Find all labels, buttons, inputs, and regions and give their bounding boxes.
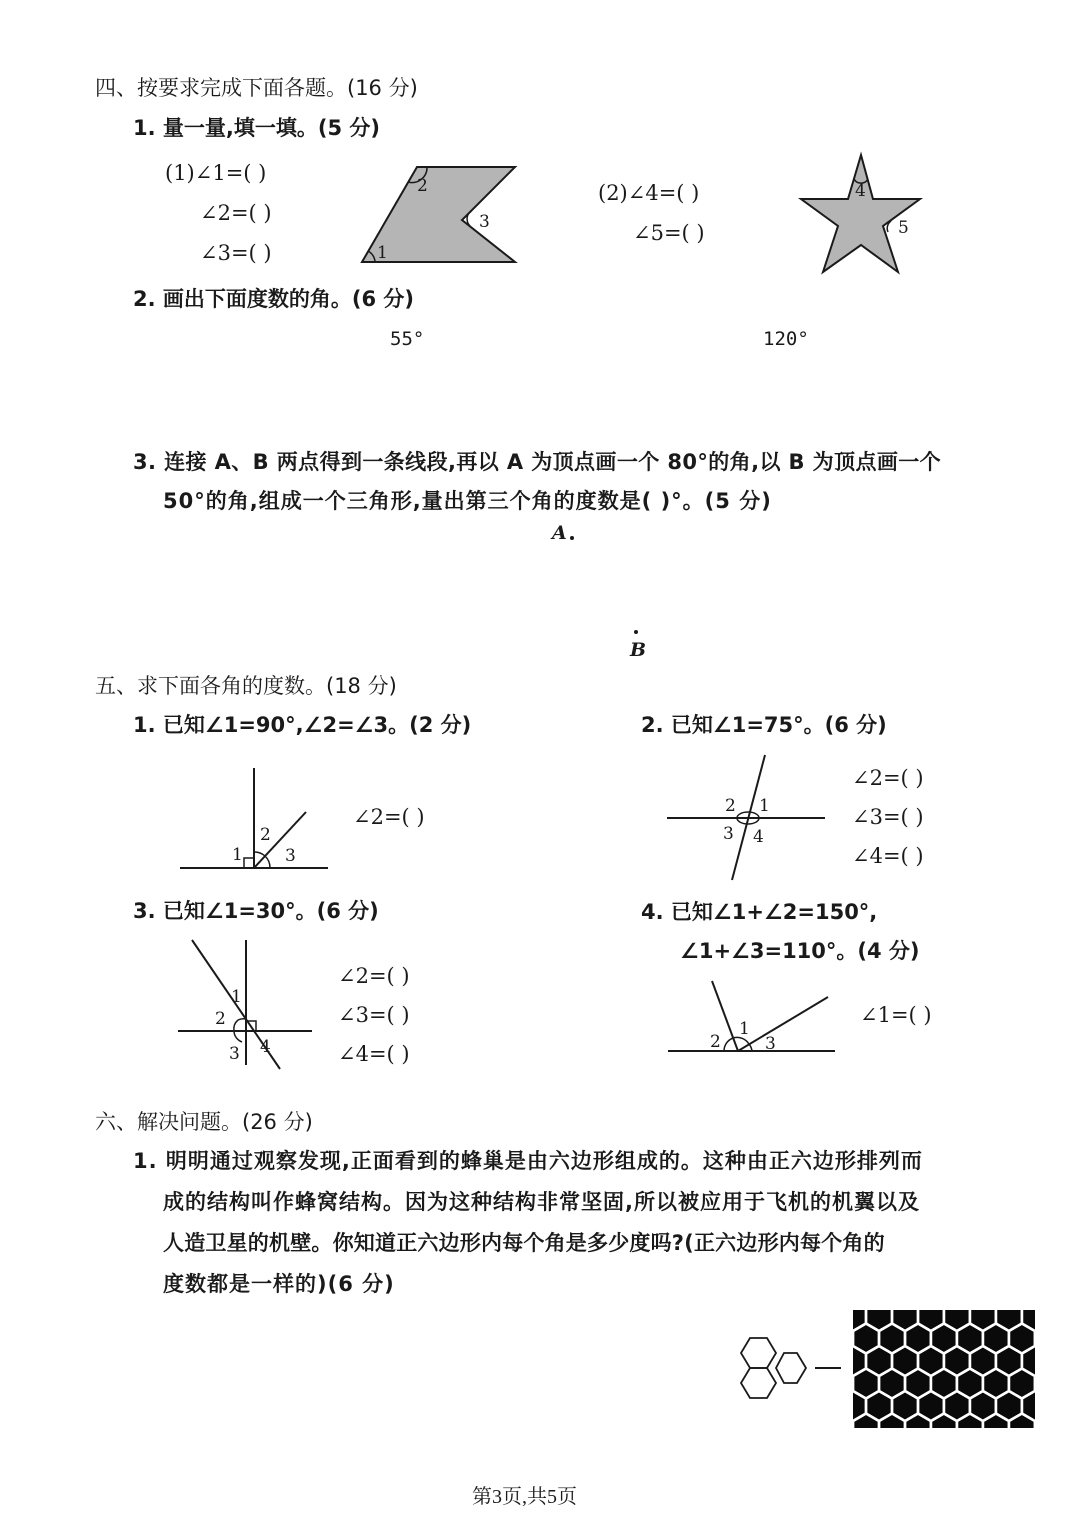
honeycomb-cell	[1035, 1324, 1061, 1354]
q5-1-answer-2: ∠2=( )	[353, 805, 425, 829]
honeycomb-cell	[1035, 1414, 1061, 1444]
honeycomb-cell	[827, 1279, 853, 1309]
q5-2-label-2: 2	[725, 796, 736, 816]
q5-2-answer-2: ∠2=( )	[852, 766, 924, 790]
point-b-label: B	[630, 639, 647, 661]
label-3: 3	[479, 212, 490, 232]
q5-3-label-2: 2	[215, 1009, 226, 1029]
question-5-4-title-line1: 4. 已知∠1+∠2=150°,	[641, 900, 878, 924]
honeycomb-cell	[840, 1436, 866, 1466]
honeycomb-cell	[1061, 1324, 1080, 1354]
honeycomb-cell	[1022, 1436, 1048, 1466]
label-5: 5	[898, 218, 909, 238]
q5-2-label-1: 1	[759, 796, 770, 816]
q5-1-label-2: 2	[260, 825, 271, 845]
honeycomb-cell	[1048, 1346, 1074, 1376]
hexagon-diagram	[733, 1335, 843, 1410]
q5-3-answer-4: ∠4=( )	[338, 1042, 410, 1066]
point-a-label: A	[552, 522, 567, 544]
q5-4-angle-figure	[665, 975, 840, 1060]
q5-2-answer-4: ∠4=( )	[852, 844, 924, 868]
answer-angle-4: (2)∠4=( )	[598, 181, 700, 205]
q5-1-label-3: 3	[285, 846, 296, 866]
section-4-title: 四、按要求完成下面各题。(16 分)	[95, 76, 418, 100]
answer-angle-1: (1)∠1=( )	[165, 161, 267, 185]
honeycomb-photo	[853, 1310, 1035, 1428]
question-4-3-line1: 3. 连接 A、B 两点得到一条线段,再以 A 为顶点画一个 80°的角,以 B 为顶点画一个	[133, 450, 942, 474]
honeycomb-cell	[957, 1279, 983, 1309]
question-6-1-line3: 人造卫星的机壁。你知道正六边形内每个角是多少度吗?(正六边形内每个角的	[163, 1231, 885, 1255]
q5-4-label-3: 3	[765, 1034, 776, 1054]
honeycomb-cell	[918, 1436, 944, 1466]
answer-angle-2: ∠2=( )	[200, 201, 272, 225]
q5-4-label-2: 2	[710, 1032, 721, 1052]
label-4: 4	[855, 181, 866, 201]
q5-4-answer-1: ∠1=( )	[860, 1003, 932, 1027]
page-number-footer: 第3页,共5页	[472, 1486, 577, 1508]
honeycomb-cell	[827, 1414, 853, 1444]
q5-1-angle-figure	[175, 765, 335, 875]
question-6-1-line1: 1. 明明通过观察发现,正面看到的蜂巢是由六边形组成的。这种由正六边形排列而	[133, 1149, 923, 1173]
q5-3-answer-3: ∠3=( )	[338, 1003, 410, 1027]
question-5-4-title-line2: ∠1+∠3=110°。(4 分)	[680, 939, 920, 963]
label-2: 2	[417, 176, 428, 196]
q5-1-label-1: 1	[232, 845, 243, 865]
honeycomb-cell	[1048, 1391, 1074, 1421]
answer-angle-5: ∠5=( )	[633, 221, 705, 245]
honeycomb-cell	[866, 1436, 892, 1466]
q5-3-answer-2: ∠2=( )	[338, 964, 410, 988]
q5-2-intersecting-lines	[665, 750, 830, 885]
question-6-1-line4: 度数都是一样的)(6 分)	[163, 1272, 395, 1296]
honeycomb-cell	[1048, 1436, 1074, 1466]
degree-120: 120°	[763, 328, 809, 350]
honeycomb-cell	[1035, 1369, 1061, 1399]
honeycomb-cell	[944, 1436, 970, 1466]
star-figure	[798, 152, 928, 277]
question-4-3-line2: 50°的角,组成一个三角形,量出第三个角的度数是( )°。(5 分)	[163, 489, 772, 513]
question-6-1-line2: 成的结构叫作蜂窝结构。因为这种结构非常坚固,所以被应用于飞机的机翼以及	[163, 1190, 920, 1214]
honeycomb-cell	[1061, 1279, 1080, 1309]
honeycomb-cell	[879, 1279, 905, 1309]
question-4-2-title: 2. 画出下面度数的角。(6 分)	[133, 287, 415, 311]
question-4-1-title: 1. 量一量,填一填。(5 分)	[133, 116, 380, 140]
honeycomb-cell	[1061, 1369, 1080, 1399]
degree-55: 55°	[390, 328, 425, 350]
honeycomb-cell	[1061, 1414, 1080, 1444]
q5-2-answer-3: ∠3=( )	[852, 805, 924, 829]
honeycomb-cell	[892, 1436, 918, 1466]
q5-3-label-4: 4	[260, 1037, 271, 1057]
section-6-title: 六、解决问题。(26 分)	[95, 1110, 313, 1134]
q5-2-label-4: 4	[753, 827, 764, 847]
q5-2-label-3: 3	[723, 824, 734, 844]
honeycomb-cell	[905, 1279, 931, 1309]
honeycomb-cell	[853, 1279, 879, 1309]
point-a	[570, 536, 574, 540]
honeycomb-cell	[814, 1436, 840, 1466]
q5-3-label-3: 3	[229, 1044, 240, 1064]
honeycomb-cell	[1048, 1301, 1074, 1331]
honeycomb-cell	[814, 1301, 840, 1331]
q5-4-label-1: 1	[739, 1019, 750, 1039]
question-5-3-title: 3. 已知∠1=30°。(6 分)	[133, 899, 379, 923]
point-b	[634, 630, 638, 634]
answer-angle-3: ∠3=( )	[200, 241, 272, 265]
parallelogram-figure	[355, 160, 530, 268]
honeycomb-cell	[970, 1436, 996, 1466]
honeycomb-cell	[1035, 1279, 1061, 1309]
question-5-2-title: 2. 已知∠1=75°。(6 分)	[641, 713, 887, 737]
question-5-1-title: 1. 已知∠1=90°,∠2=∠3。(2 分)	[133, 713, 472, 737]
q5-3-label-1: 1	[231, 987, 242, 1007]
honeycomb-cell	[931, 1279, 957, 1309]
honeycomb-cell	[996, 1436, 1022, 1466]
honeycomb-cell	[983, 1279, 1009, 1309]
label-1: 1	[377, 243, 388, 263]
q5-3-angle-figure	[175, 935, 320, 1075]
section-5-title: 五、求下面各角的度数。(18 分)	[95, 674, 397, 698]
honeycomb-cell	[1009, 1279, 1035, 1309]
